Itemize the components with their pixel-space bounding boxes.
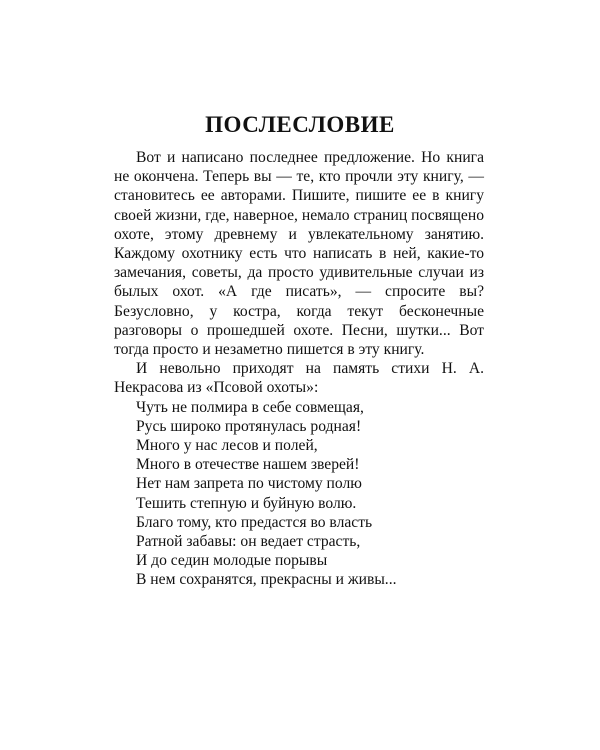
paragraph-1: Вот и написано последнее предложение. Но книга не окончена. Теперь вы — те, кто прочли эту книгу, — становитесь ее авторами. Пишите, пишите ее в книгу своей жизни, где, наверное, немало страниц посвящено охоте, этому древнему и увлекательному занятию. Каждому охотнику есть что написать в ней, какие-то замечания, советы, да просто удивительные случаи из былых охот. «А где писать», — спросите вы? Безусловно, у костра, когда текут бесконечные разговоры о прошедшей охоте. Песни, шутки... Вот тогда просто и незаметно пишется в эту книгу. bbox=[114, 149, 484, 359]
poem-line: Тешить степную и буйную волю. bbox=[136, 494, 357, 512]
poem-line: В нем сохранятся, прекрасны и живы... bbox=[136, 571, 397, 589]
poem-line: Много в отечестве нашем зверей! bbox=[136, 456, 360, 474]
poem-line: Нет нам запрета по чистому полю bbox=[136, 475, 362, 493]
poem-line: И до седин молодые порывы bbox=[136, 552, 328, 570]
poem-line: Чуть не полмира в себе совмещая, bbox=[136, 398, 364, 416]
poem-line: Много у нас лесов и полей, bbox=[136, 437, 318, 455]
poem-quote bbox=[114, 398, 484, 590]
poem-line: Ратной забавы: он ведает страсть, bbox=[136, 533, 361, 551]
paragraph-2: И невольно приходят на память стихи Н. А. Некрасова из «Псовой охоты»: bbox=[114, 360, 484, 397]
poem-line: Русь широко протянулась родная! bbox=[136, 417, 362, 435]
page-title: ПОСЛЕСЛОВИЕ bbox=[205, 112, 395, 137]
afterword-text bbox=[114, 148, 484, 590]
poem-line: Благо тому, кто предастся во власть bbox=[136, 513, 373, 531]
